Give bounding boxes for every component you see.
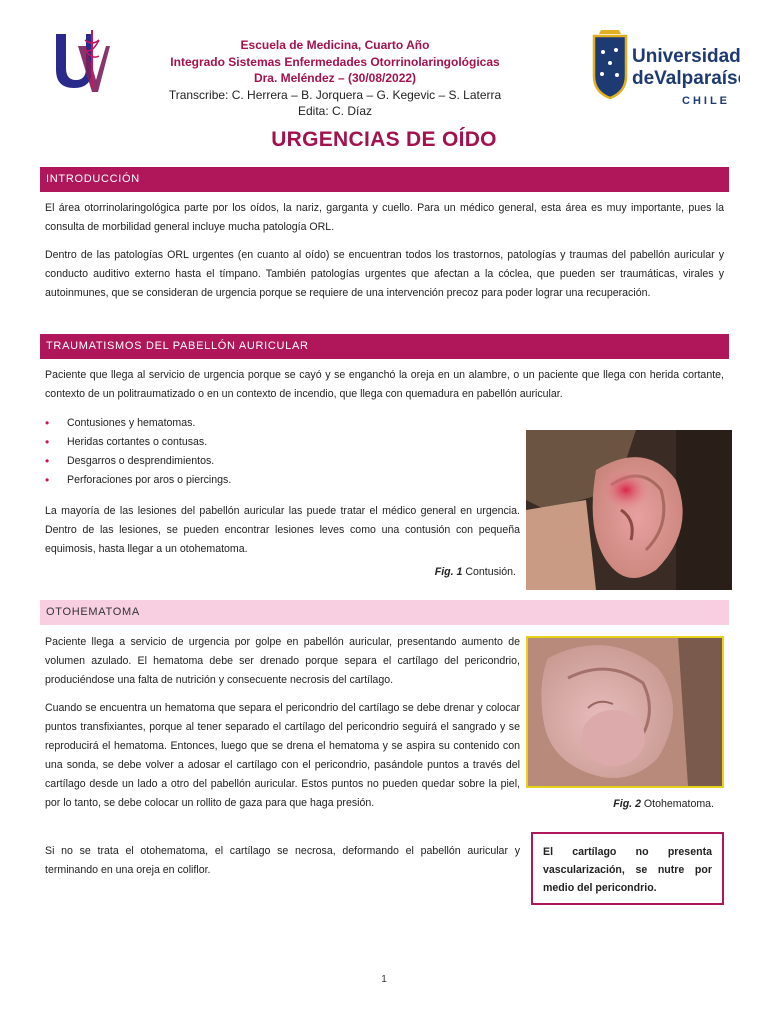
list-item: • Contusiones y hematomas. [45, 416, 196, 430]
figure-1-label: Fig. 1 [434, 566, 463, 578]
trauma-lesion-list [45, 414, 485, 490]
cartilage-note-box: El cartílago no presenta vascularización, se nutre por medio del pericondrio. [531, 832, 724, 905]
transcribers: Transcribe: C. Herrera – B. Jorquera – G. Kegevic – S. Laterra [168, 87, 502, 102]
logo-text-2: deValparaíso [632, 68, 740, 89]
otohematoma-paragraph-3: Si no se trata el otohematoma, el cartílago se necrosa, deformando el pabellón auricular y terminando en una oreja en coliflor. [45, 845, 520, 876]
figure-2-otohematoma-photo [526, 636, 724, 788]
school-name: Escuela de Medicina, Cuarto Año [240, 38, 430, 52]
page-number: 1 [381, 974, 387, 985]
intro-paragraph-1: El área otorrinolaringológica parte por los oídos, la nariz, garganta y cuello. Para un médico general, esta área es muy importante, pues la consulta de morbilidad general incluye mucha patología ORL. [45, 202, 724, 233]
figure-1-caption [300, 566, 516, 578]
lecturer: Dra. Meléndez – (30/08/2022) [253, 71, 417, 85]
trauma-paragraph-1: Paciente que llega al servicio de urgencia porque se cayó y se enganchó la oreja en un alambre, o un paciente que llega con herida cortante, contexto de un politraumatizado o en un contexto de incendio, que llega con quemadura en pabellón auricular. [45, 369, 724, 400]
editor: Edita: C. Díaz [297, 104, 373, 118]
figure-1-ear-contusion-photo [526, 430, 732, 590]
list-item: • Perforaciones por aros o piercings. [45, 473, 232, 487]
figure-2-caption [526, 798, 714, 810]
section-heading-otohematoma: OTOHEMATOMA [40, 600, 729, 625]
logo-universidad-valparaiso [590, 30, 740, 108]
logo-text-3: CHILE [682, 95, 730, 107]
figure-2-label: Fig. 2 [613, 798, 641, 810]
trauma-paragraph-2: La mayoría de las lesiones del pabellón auricular las puede tratar el médico general en urgencia. Dentro de las lesiones, se pueden encontrar lesiones leves como una contusión con pequeña equimosis, hasta llegar a un otohematoma. [45, 505, 520, 555]
logo-text-1: Universidad [632, 46, 740, 67]
figure-1-text: Contusión. [465, 566, 516, 578]
logo-uv [52, 28, 112, 96]
figure-2-text: Otohematoma. [643, 798, 714, 810]
header-info [130, 37, 540, 120]
list-item: • Desgarros o desprendimientos. [45, 454, 215, 468]
course-name: Integrado Sistemas Enfermedades Otorrinolaringológicas [170, 54, 500, 69]
list-item: • Heridas cortantes o contusas. [45, 435, 208, 449]
otohematoma-paragraph-2: Cuando se encuentra un hematoma que separa el pericondrio del cartílago se debe drenar y colocar puntos transfixiantes, porque al tener separado el cartílago del pericondrio seguirá el sangrado y se reproducirá el hematoma. Entonces, luego que se drena el hematoma y se aspira su contenido con una sonda, se debe volver a adosar el cartílago con el pericondrio, pasándole puntos a través del cartílago desde un lado a otro del pabellón auricular. Estos puntos no pueden quedar sobre la piel, por lo tanto, se debe colocar un rollito de gaza para que haga presión. [45, 702, 520, 809]
section-heading-intro: INTRODUCCIÓN [40, 167, 729, 192]
section-heading-trauma: TRAUMATISMOS DEL PABELLÓN AURICULAR [40, 334, 729, 359]
otohematoma-paragraph-1: Paciente llega a servicio de urgencia por golpe en pabellón auricular, presentando aumento de volumen azulado. El hematoma debe ser drenado porque separa el cartílago del pericondrio, produciéndose una falta de nutrición y consecuente necrosis del cartílago. [45, 636, 520, 686]
page-title: URGENCIAS DE OÍDO [271, 128, 497, 151]
intro-paragraph-2: Dentro de las patologías ORL urgentes (en cuanto al oído) se encuentran todos los trastornos, patologías y traumas del pabellón auricular y conducto auditivo externo hasta el tímpano. También patologías urgentes que afectan a la cóclea, que pueden ser traumáticas, virales y autoinmunes, que se consideran de urgencia porque se requiere de una intervención precoz para poder lograr una recuperación. [45, 249, 724, 299]
